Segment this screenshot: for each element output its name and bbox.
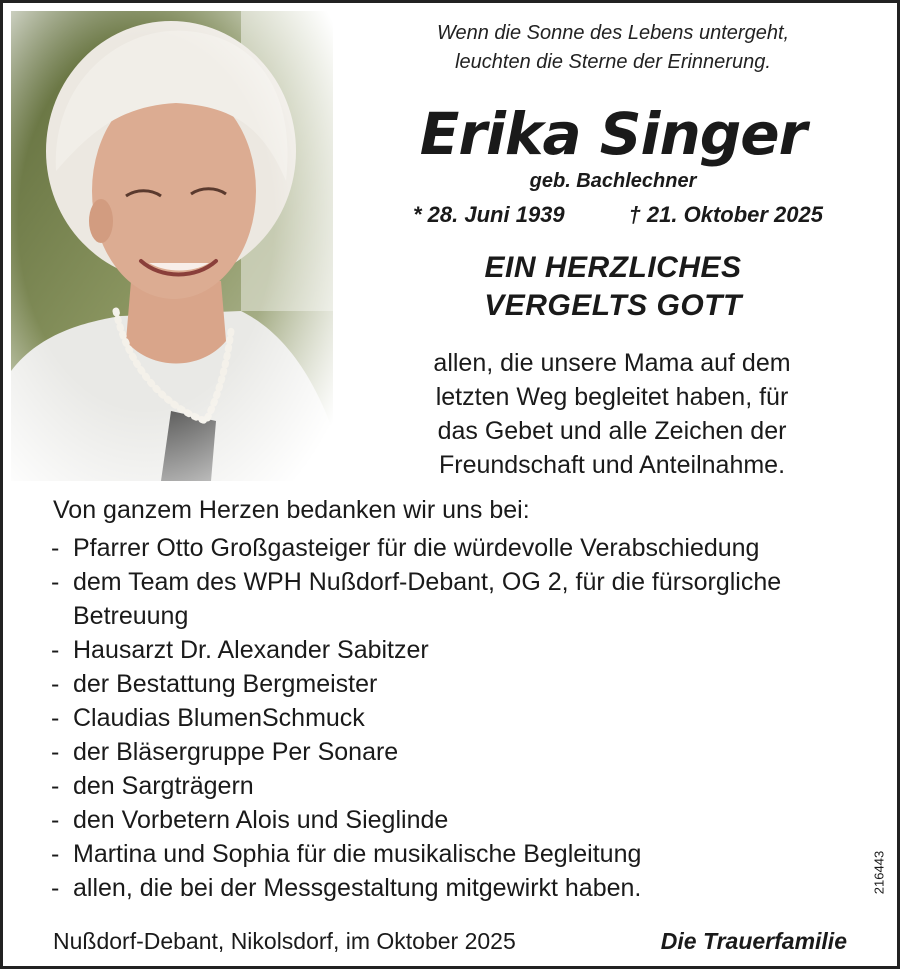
serial-number xyxy=(869,845,889,905)
list-item: - Hausarzt Dr. Alexander Sabitzer xyxy=(51,633,851,667)
intro-line-1: allen, die unsere Mama auf dem xyxy=(433,349,791,377)
quote-line-1: Wenn die Sonne des Lebens untergeht, xyxy=(436,22,790,44)
thanks-heading-line-2: VERGELTS GOTT xyxy=(484,289,742,322)
life-dates xyxy=(413,200,823,230)
quote-line-2: leuchten die Sterne der Erinnerung. xyxy=(455,51,771,73)
list-item: - der Bestattung Bergmeister xyxy=(51,667,851,701)
list-item: - Martina und Sophia für die musikalische Begleitung xyxy=(51,837,851,871)
death-date: † 21. Oktober 2025 xyxy=(628,202,823,227)
thanks-list xyxy=(51,531,851,905)
list-item: - der Bläsergruppe Per Sonare xyxy=(51,735,851,769)
list-item: - Pfarrer Otto Großgasteiger für die würdevolle Verabschiedung xyxy=(51,531,851,565)
thanks-intro xyxy=(389,346,835,482)
portrait-illustration xyxy=(11,11,333,481)
intro-line-4: Freundschaft und Anteilnahme. xyxy=(438,451,786,479)
thanks-list-heading: Von ganzem Herzen bedanken wir uns bei: xyxy=(53,496,530,524)
list-item: - den Vorbetern Alois und Sieglinde xyxy=(51,803,851,837)
deceased-name: Erika Singer xyxy=(419,100,807,168)
memorial-quote xyxy=(403,19,823,77)
maiden-name: geb. Bachlechner xyxy=(529,170,697,192)
serial-number-text: 216443 xyxy=(871,850,887,895)
portrait-photo xyxy=(11,11,333,481)
signature: Die Trauerfamilie xyxy=(660,928,847,954)
thanks-heading xyxy=(403,249,823,325)
thanks-heading-line-1: EIN HERZLICHES xyxy=(484,251,742,284)
intro-line-2: letzten Weg begleitet haben, für xyxy=(435,383,789,411)
intro-line-3: das Gebet und alle Zeichen der xyxy=(437,417,787,445)
list-item: - allen, die bei der Messgestaltung mitgewirkt haben. xyxy=(51,871,851,905)
list-item: - den Sargträgern xyxy=(51,769,851,803)
birth-date: * 28. Juni 1939 xyxy=(413,202,565,227)
place-and-date: Nußdorf-Debant, Nikolsdorf, im Oktober 2025 xyxy=(53,928,516,954)
list-item: - dem Team des WPH Nußdorf-Debant, OG 2, für die fürsorgliche Betreuung xyxy=(51,565,851,633)
list-item: - Claudias BlumenSchmuck xyxy=(51,701,851,735)
